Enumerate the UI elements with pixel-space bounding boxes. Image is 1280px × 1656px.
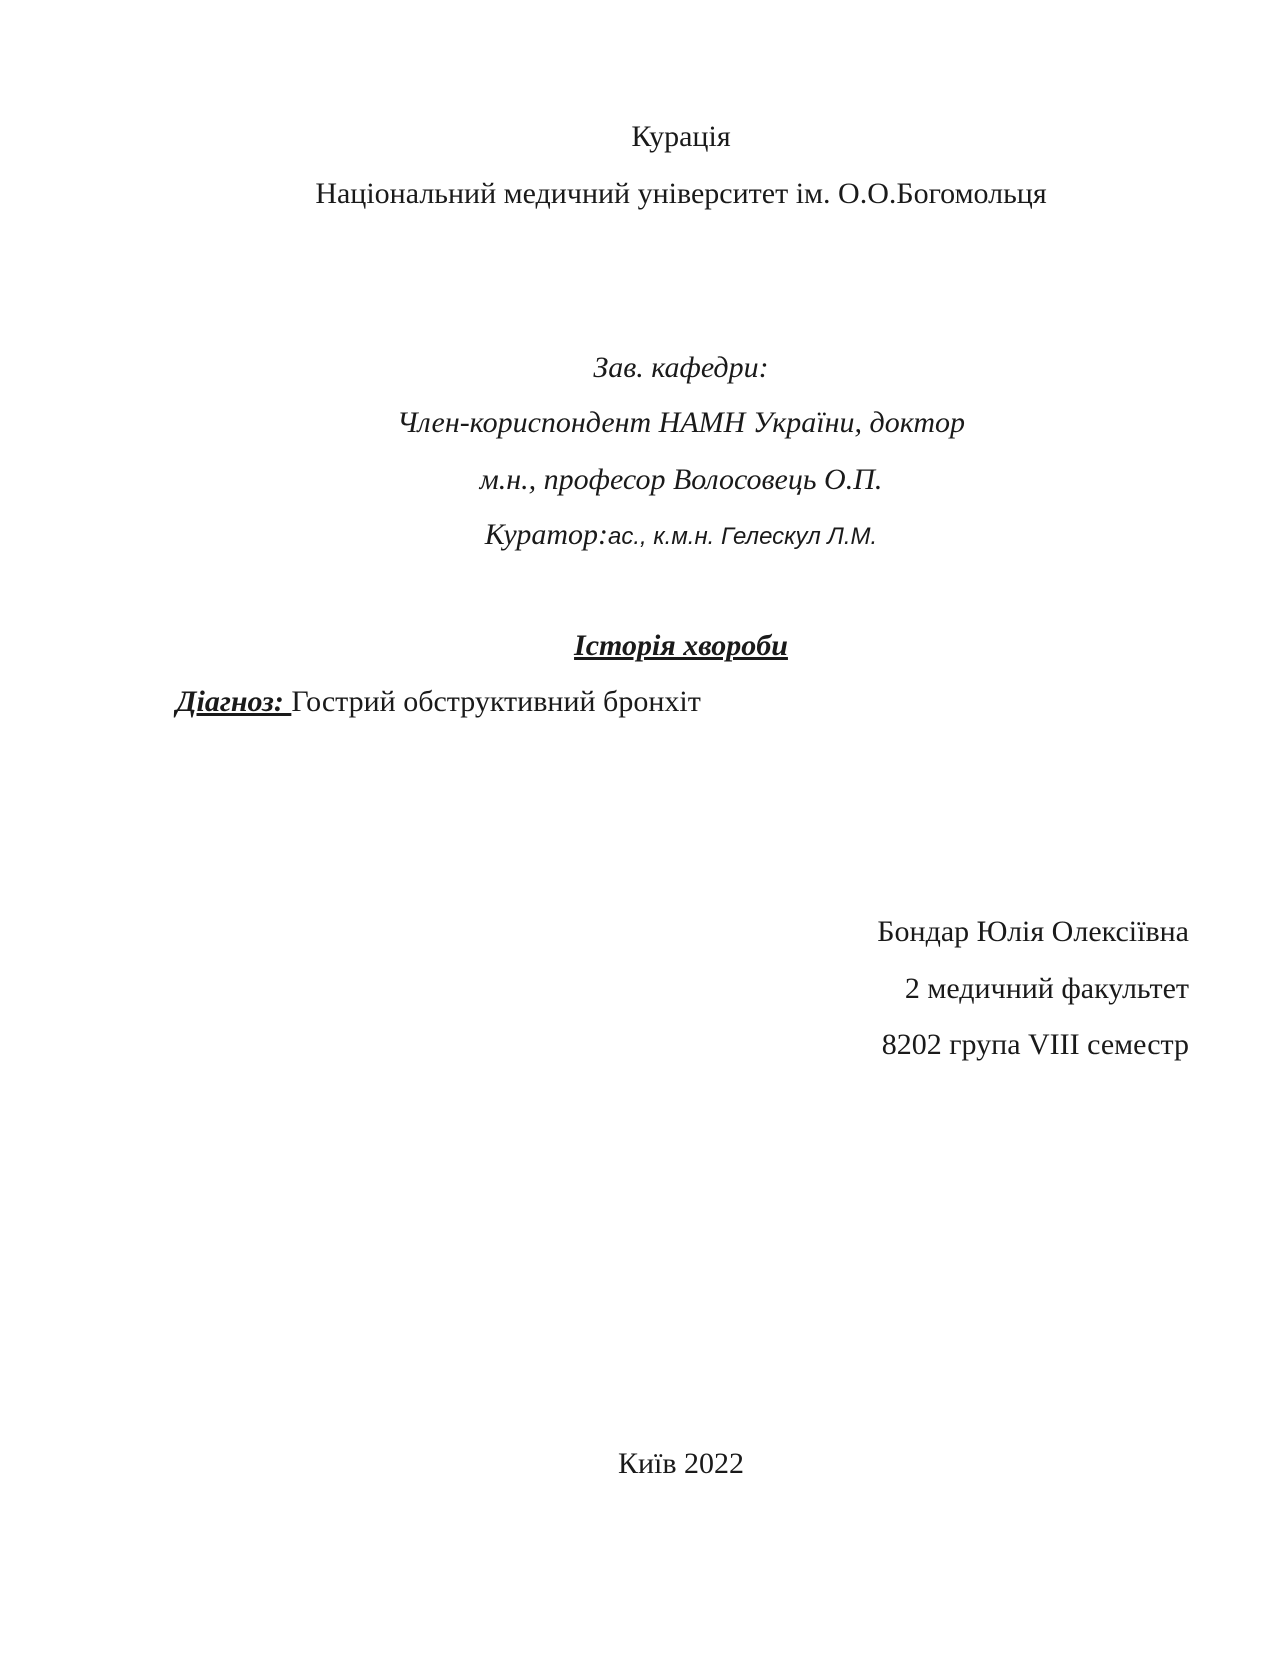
- student-faculty: 2 медичний факультет: [904, 972, 1189, 1005]
- city-year: Київ 2022: [617, 1447, 745, 1480]
- department-head-line-2: м.н., професор Волосовець О.П.: [479, 463, 883, 496]
- diagnosis-value: Гострий обструктивний бронхіт: [291, 685, 701, 718]
- document-title: Курація: [631, 120, 731, 153]
- curator-value: ас., к.м.н. Гелескул Л.М.: [607, 523, 878, 550]
- history-title: Історія хвороби: [574, 629, 788, 662]
- university-name: Національний медичний університет ім. О.О.Богомольця: [315, 177, 1047, 210]
- department-head-label: Зав. кафедри:: [593, 351, 769, 384]
- curator-line: [0, 517, 1280, 555]
- department-head-line-1: Член-кориспондент НАМН України, доктор: [397, 406, 965, 439]
- student-group: 8202 група VIII семестр: [881, 1028, 1189, 1061]
- curator-label: Куратор:: [484, 518, 608, 551]
- student-name: Бондар Юлія Олексіївна: [877, 915, 1189, 948]
- diagnosis-line: [176, 684, 701, 720]
- diagnosis-label: Діагноз:: [176, 685, 292, 718]
